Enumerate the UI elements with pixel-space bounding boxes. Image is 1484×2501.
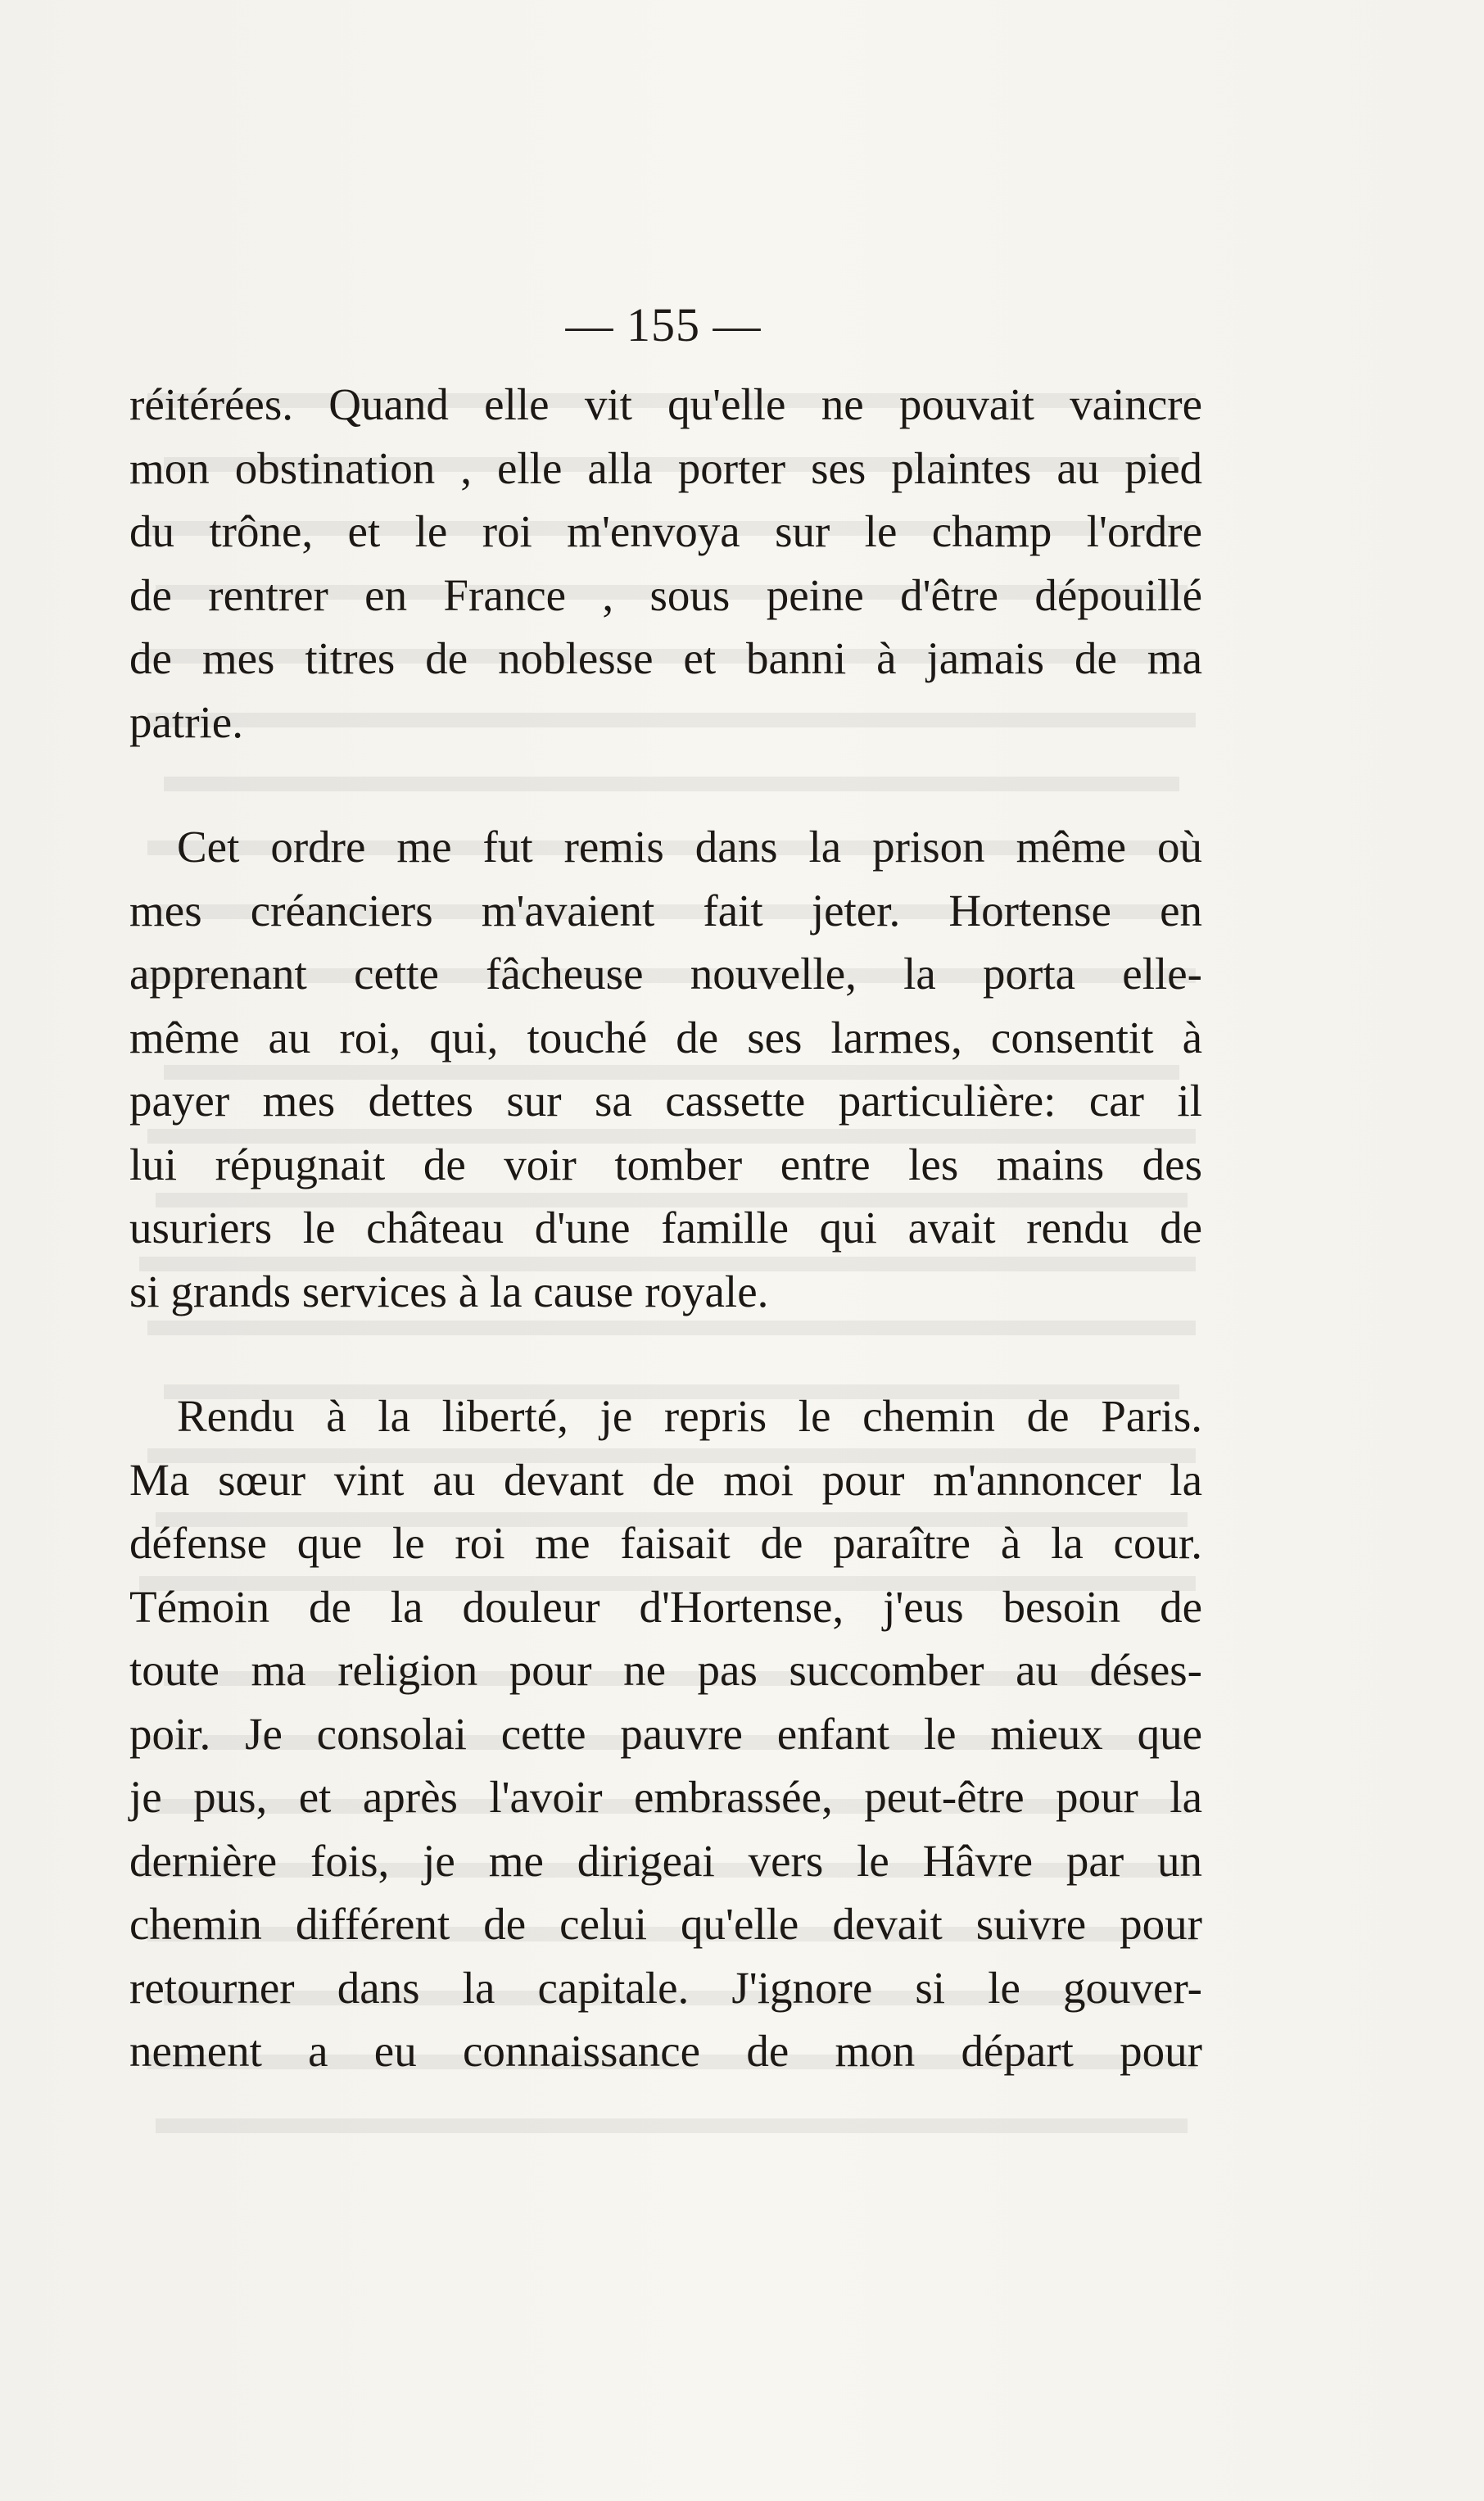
body-text <box>129 373 1202 2083</box>
text-line: retourner dans la capitale. J'ignore si le gouver- <box>129 1962 1202 2013</box>
paragraph <box>129 373 1202 754</box>
paragraph-gap <box>129 1323 1202 1384</box>
text-line: usuriers le château d'une famille qui avait rendu de <box>129 1203 1202 1253</box>
paragraph-gap <box>129 754 1202 815</box>
text-line: même au roi, qui, touché de ses larmes, consentit à <box>129 1012 1202 1062</box>
text-line: apprenant cette fâcheuse nouvelle, la porta elle- <box>129 949 1202 999</box>
text-line: dernière fois, je me dirigeai vers le Hâvre par un <box>129 1835 1202 1886</box>
page-number: — 155 — <box>565 298 762 351</box>
text-line: si grands services à la cause royale. <box>129 1266 769 1316</box>
text-line: mes créanciers m'avaient fait jeter. Hortense en <box>129 885 1202 936</box>
text-line: mon obstination , elle alla porter ses plaintes au pied <box>129 442 1202 493</box>
text-line: du trône, et le roi m'envoya sur le champ l'ordre <box>129 506 1202 556</box>
text-line: de mes titres de noblesse et banni à jamais de ma <box>129 633 1202 683</box>
text-line: payer mes dettes sur sa cassette particulière: car il <box>129 1076 1202 1126</box>
text-line: réitérées. Quand elle vit qu'elle ne pouvait vaincre <box>129 379 1202 429</box>
text-line: défense que le roi me faisait de paraître à la cour. <box>129 1518 1202 1568</box>
text-line: nement a eu connaissance de mon départ pour <box>129 2026 1202 2076</box>
paragraph <box>129 815 1202 1323</box>
text-line: Rendu à la liberté, je repris le chemin de Paris. <box>177 1391 1202 1441</box>
text-line: poir. Je consolai cette pauvre enfant le mieux que <box>129 1708 1202 1759</box>
text-line: toute ma religion pour ne pas succomber au déses- <box>129 1645 1202 1695</box>
text-line: Ma sœur vint au devant de moi pour m'annoncer la <box>129 1454 1202 1505</box>
text-line: patrie. <box>129 696 243 747</box>
text-line: je pus, et après l'avoir embrassée, peut-être pour la <box>129 1772 1202 1822</box>
text-line: de rentrer en France , sous peine d'être dépouillé <box>129 569 1202 620</box>
text-line: chemin différent de celui qu'elle devait suivre pour <box>129 1899 1202 1949</box>
text-line: lui répugnait de voir tomber entre les mains des <box>129 1139 1202 1189</box>
text-line: Témoin de la douleur d'Hortense, j'eus besoin de <box>129 1581 1202 1632</box>
text-line: Cet ordre me fut remis dans la prison même où <box>177 822 1202 872</box>
paragraph <box>129 1384 1202 2083</box>
